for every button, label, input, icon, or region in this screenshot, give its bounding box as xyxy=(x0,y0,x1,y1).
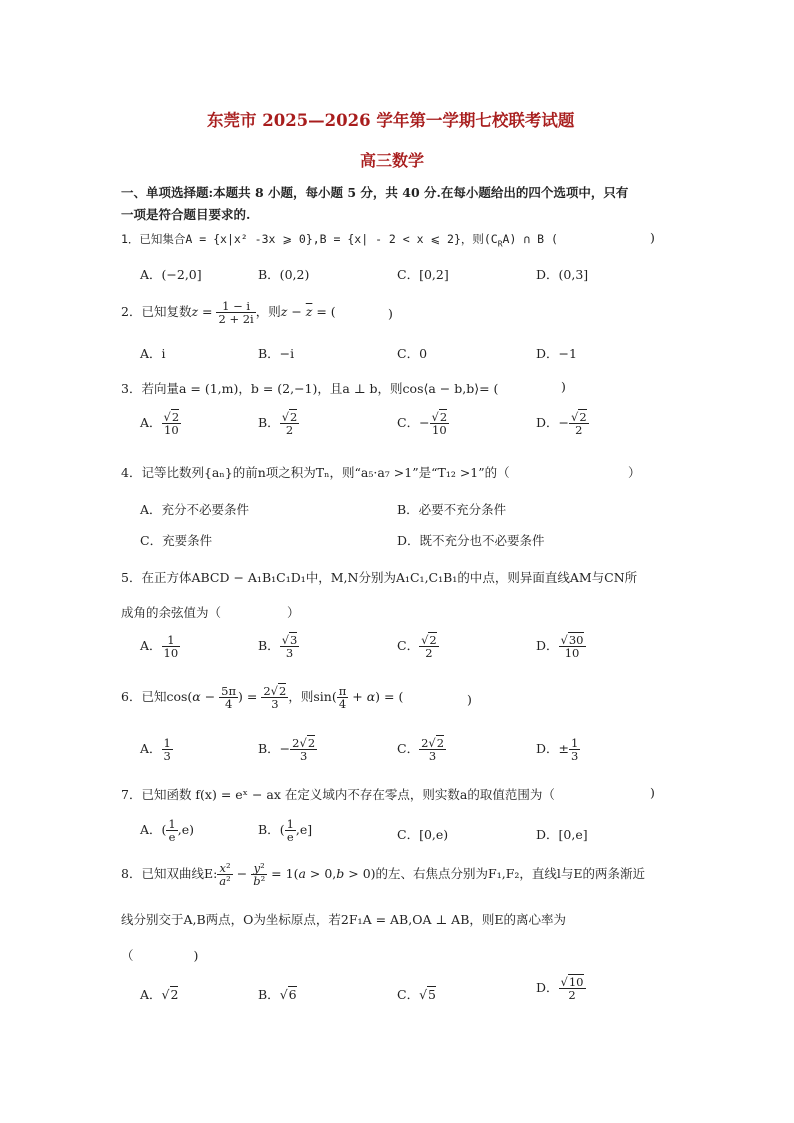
q5-option-a: A． $\frac{1}{10}$ xyxy=(140,633,179,661)
q4-option-c: C．充要条件 xyxy=(140,533,213,548)
q3-option-b: B． $\frac{√2}{2}$ xyxy=(258,410,298,438)
question-2-stem: 2．已知复数z = $\frac{1 - i}{2 + 2i}$ ，则$z - \overline{z}$ = ( xyxy=(121,299,336,327)
q1-stem-text: 1．已知集合A = {x|x² -3x ⩾ 0},B = {x| - 2 < x ⩽ 2}，则(C xyxy=(121,232,498,246)
q6-option-a: A． $\frac{1}{3}$ xyxy=(140,736,171,764)
q7-option-a: A．( $\frac{1}{e}$ ,e) xyxy=(140,817,194,845)
q8-b-label: B． xyxy=(258,987,280,1002)
q8-option-d: D． $\frac{√10}{2}$ xyxy=(536,975,584,1003)
q7-option-c: C．[0,e) xyxy=(397,827,449,842)
q8-c-label: C． xyxy=(397,987,420,1002)
section-heading-line2: 一项是符合题目要求的. xyxy=(121,207,251,222)
question-4-close: ） xyxy=(628,465,641,480)
q3-option-a: A． $\frac{√2}{10}$ xyxy=(140,410,180,438)
q2-option-b: B．−i xyxy=(258,346,295,361)
question-5-stem-line2: 成角的余弦值为（ xyxy=(121,605,222,620)
q7-option-d: D．[0,e] xyxy=(536,827,588,842)
q2-stem-c: = ( xyxy=(316,304,336,320)
q7-option-b: B．( $\frac{1}{e}$ ,e] xyxy=(258,817,313,845)
question-5-stem-line1: 5．在正方体ABCD − A₁B₁C₁D₁中，M,N分别为A₁C₁,C₁B₁的中点，则异面直线AM与CN所 xyxy=(121,570,638,585)
q3-c-label: C．− xyxy=(397,415,430,431)
q6-option-d: D．± $\frac{1}{3}$ xyxy=(536,736,579,764)
q8-stem-a: 8．已知双曲线E: xyxy=(121,866,218,882)
question-1-stem: 1．已知集合A = {x|x² -3x ⩾ 0},B = {x| - 2 < x ⩽ 2}，则$(C_RA)$ ∩ B ( xyxy=(121,232,558,249)
q4-option-d: D．既不充分也不必要条件 xyxy=(397,533,545,548)
q8-a-label: A． xyxy=(140,987,162,1002)
q3-option-d: D．− $\frac{√2}{2}$ xyxy=(536,410,587,438)
q4-option-a: A．充分不必要条件 xyxy=(140,502,250,517)
q8-option-a: A．√2 xyxy=(140,987,179,1002)
q2-stem-b: ，则 xyxy=(255,304,281,320)
q6-stem-c: = ( xyxy=(384,689,404,705)
section-heading-line1: 一、单项选择题:本题共 8 小题，每小题 5 分，共 40 分.在每小题给出的四个选项中，只有 xyxy=(121,185,629,200)
question-8-stem-line3 xyxy=(121,946,198,964)
q5-option-d: D． $\frac{√30}{10}$ xyxy=(536,633,584,661)
q1-option-a: A．(−2,0] xyxy=(140,267,202,282)
q5-option-c: C． $\frac{√2}{2}$ xyxy=(397,633,437,661)
q8-close-paren: ) xyxy=(193,948,199,963)
q8-stem-b: 的左、右焦点分别为F₁,F₂，直线l与E的两条渐近 xyxy=(375,866,645,882)
q2-option-a: A．i xyxy=(140,346,166,361)
q6-stem-b: ，则sin xyxy=(288,689,332,705)
q2-fraction: $\frac{1 - i}{2 + 2i}$ xyxy=(218,299,254,327)
q2-option-d: D．−1 xyxy=(536,346,577,361)
q7-b-label: B． xyxy=(258,822,280,838)
exam-title: 东莞市 2025—2026 学年第一学期七校联考试题 xyxy=(207,111,575,130)
q3-option-c: C．− $\frac{√2}{10}$ xyxy=(397,410,448,438)
q7-a-label: A． xyxy=(140,822,162,838)
question-5-close: ） xyxy=(287,605,300,620)
question-4-stem: 4．记等比数列{aₙ}的前n项之积为Tₙ，则“a₅·a₇ >1”是“T₁₂ >1”的（ xyxy=(121,465,510,480)
q4-option-b: B．必要不充分条件 xyxy=(397,502,507,517)
question-8-stem-line1: 8．已知双曲线E: $\frac{\text{x²}}{\text{a²}}$ − $\frac{\text{y²}}{\text{b²}}$ = 1(a > 0,b > 0)的左、右焦点分别为F₁,F₂，直线l与E的两条渐近 xyxy=(121,861,645,889)
question-7-close: ) xyxy=(650,785,655,800)
question-3-close: ) xyxy=(561,379,566,394)
question-6-close: ) xyxy=(467,692,472,707)
q6-option-b: B．− $\frac{2√2}{3}$ xyxy=(258,736,316,764)
question-1-close: ) xyxy=(650,230,655,245)
q1-option-b: B．(0,2) xyxy=(258,267,310,282)
q2-option-c: C．0 xyxy=(397,346,428,361)
question-8-stem-line2: 线分别交于A,B两点，O为坐标原点，若2F₁A = AB,OA ⊥ AB，则E的离心率为 xyxy=(121,912,567,927)
q8-option-b: B．√6 xyxy=(258,987,297,1002)
question-3-stem: 3．若向量a = (1,m)，b = (2,−1)，且a ⊥ b，则cos⟨a − b,b⟩= ( xyxy=(121,381,499,396)
question-7-stem: 7．已知函数 f(x) = eˣ − ax 在定义域内不存在零点，则实数a的取值范围为（ xyxy=(121,787,555,802)
question-2-close: ) xyxy=(388,306,393,321)
q2-stem-a: 2．已知复数 xyxy=(121,304,192,320)
q1-stem-tail: A) ∩ B ( xyxy=(502,232,558,246)
q1-option-d: D．(0,3] xyxy=(536,267,589,282)
q5-option-b: B． $\frac{√3}{3}$ xyxy=(258,633,298,661)
q8-option-c: C．√5 xyxy=(397,987,436,1002)
q6-stem-a: 6．已知cos xyxy=(121,689,188,705)
q3-b-label: B． xyxy=(258,415,280,431)
q8-open-paren: （ xyxy=(121,948,134,963)
question-6-stem: 6．已知cos(α − $\frac{5\pi}{4}$ ) = $\frac{2√2}{3}$ ，则sin( $\frac{\pi}{4}$ + α) = ( xyxy=(121,684,404,712)
q8-d-label: D． xyxy=(536,980,559,996)
exam-subtitle: 高三数学 xyxy=(360,151,425,170)
q3-d-label: D．− xyxy=(536,415,569,431)
q3-a-label: A． xyxy=(140,415,162,431)
q6-option-c: C． $\frac{2√2}{3}$ xyxy=(397,736,445,764)
q1-option-c: C．[0,2] xyxy=(397,267,449,282)
